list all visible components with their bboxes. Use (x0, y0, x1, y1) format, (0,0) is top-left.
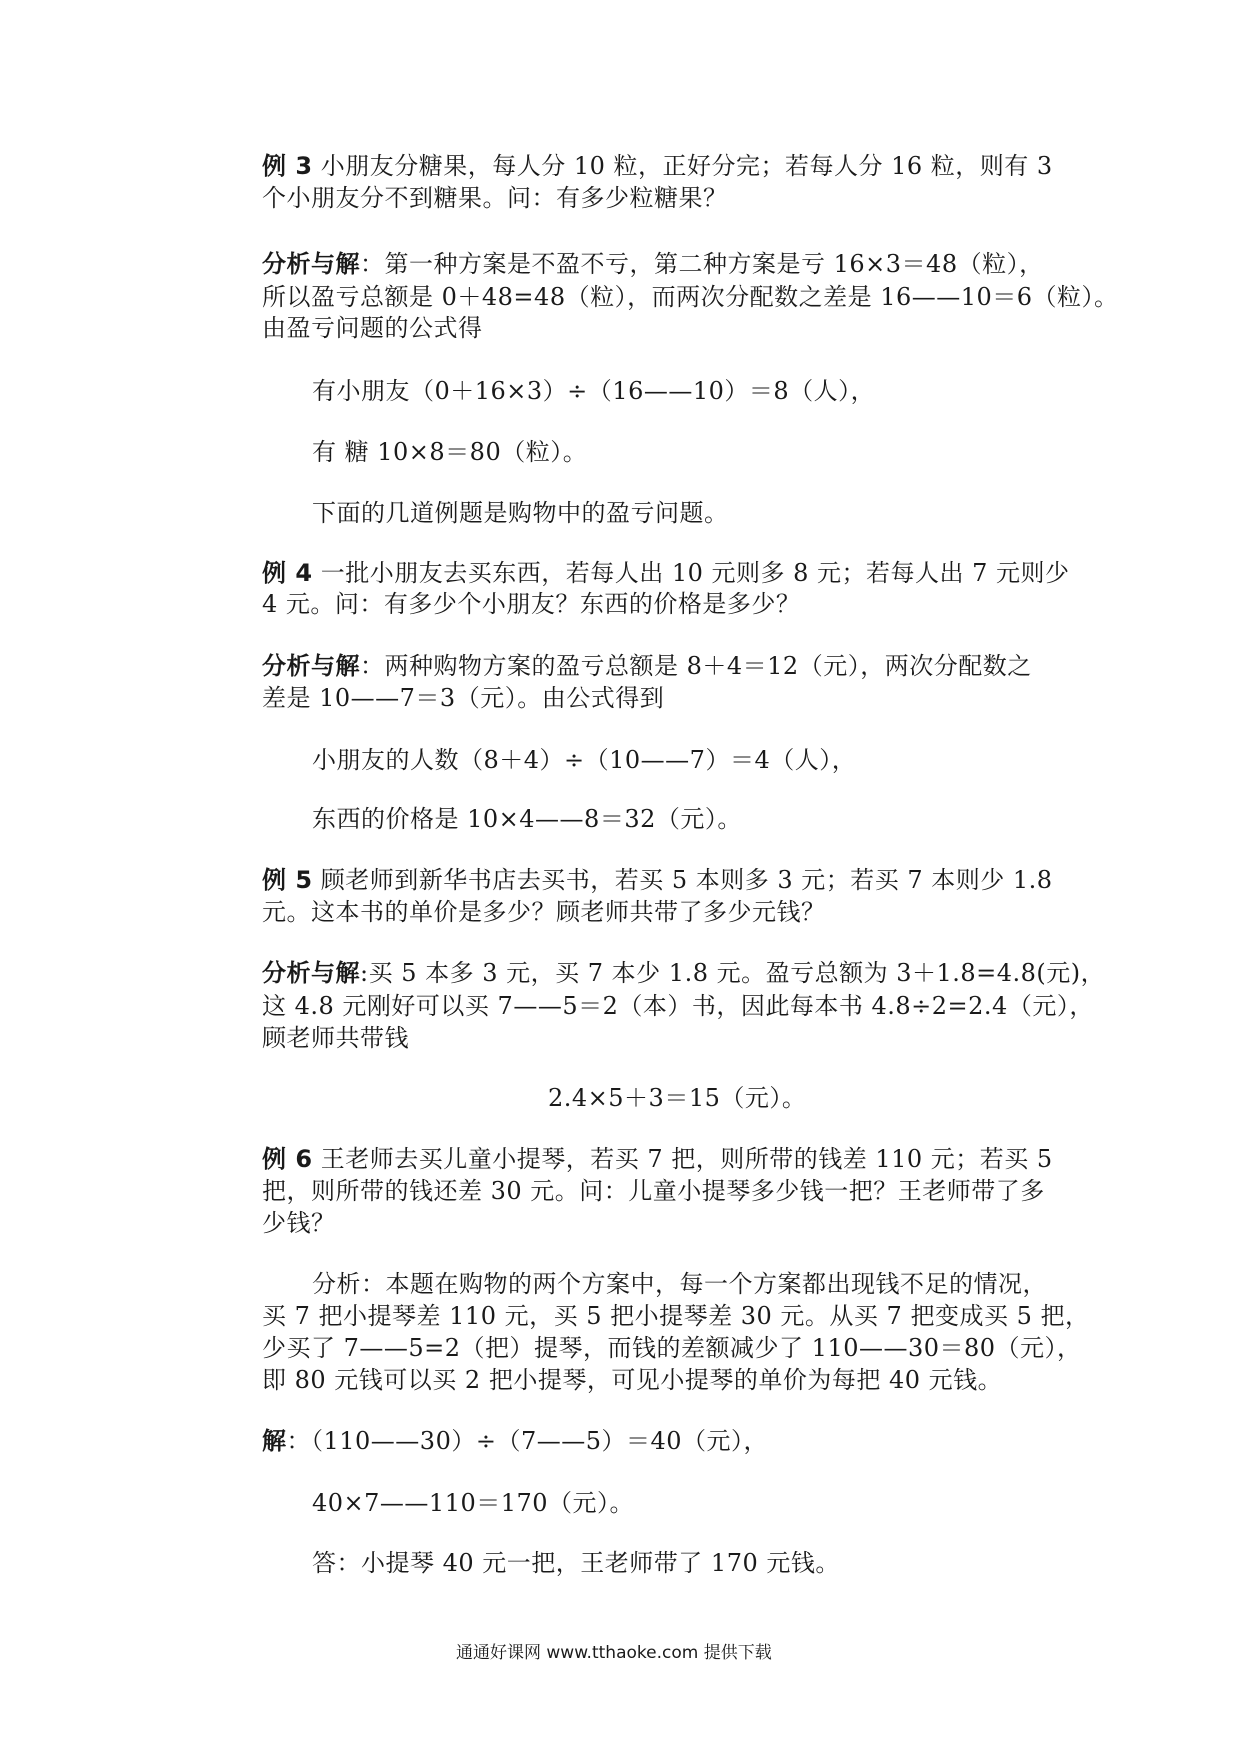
example-5-text-1: 顾老师到新华书店去买书，若买 5 本则多 3 元；若买 7 本则少 1.8 (320, 866, 1053, 894)
solution-6-answer: 答：小提琴 40 元一把，王老师带了 170 元钱。 (312, 1549, 840, 1577)
analysis-6-line-3: 少买了 7——5=2（把）提琴，而钱的差额减少了 110——30＝80（元）， (262, 1334, 1082, 1362)
solution-3-line-1 (262, 248, 1044, 280)
example-3-text-1: 小朋友分糖果，每人分 10 粒，正好分完；若每人分 16 粒，则有 3 (320, 152, 1053, 180)
solution-3-text-1: ：第一种方案是不盈不亏，第二种方案是亏 16×3＝48（粒）， (360, 250, 1044, 278)
example-3-label: 例 3 (262, 152, 313, 180)
example-5-line-1 (262, 864, 1053, 896)
analysis-6-line-4: 即 80 元钱可以买 2 把小提琴，可见小提琴的单价为每把 40 元钱。 (262, 1366, 1003, 1394)
solution-5-line-3: 顾老师共带钱 (262, 1024, 409, 1052)
example-3-line-1 (262, 150, 1053, 182)
solution-3-calc-1: 有小朋友（0＋16×3）÷（16——10）＝8（人）， (312, 377, 876, 405)
solution-5-label: 分析与解 (262, 959, 360, 987)
solution-6-calc-1: 40×7——110＝170（元）。 (312, 1489, 635, 1517)
solution-5-line-1 (262, 957, 1105, 989)
example-6-text-1: 王老师去买儿童小提琴，若买 7 把，则所带的钱差 110 元；若买 5 (320, 1145, 1053, 1173)
example-6-line-1 (262, 1143, 1053, 1175)
solution-4-line-2: 差是 10——7＝3（元）。由公式得到 (262, 684, 665, 712)
solution-4-text-1: ：两种购物方案的盈亏总额是 8＋4＝12（元），两次分配数之 (360, 652, 1032, 680)
solution-6-label: 解 (262, 1427, 287, 1455)
solution-3-calc-2: 有 糖 10×8＝80（粒）。 (312, 438, 588, 466)
example-5-line-2: 元。这本书的单价是多少？顾老师共带了多少元钱？ (262, 898, 826, 926)
example-4-line-2: 4 元。问：有多少个小朋友？东西的价格是多少？ (262, 590, 801, 618)
shopping-transition: 下面的几道例题是购物中的盈亏问题。 (312, 499, 729, 527)
solution-5-text-1: :买 5 本多 3 元，买 7 本少 1.8 元。盈亏总额为 3＋1.8=4.8(元)， (360, 959, 1106, 987)
example-4-text-1: 一批小朋友去买东西，若每人出 10 元则多 8 元；若每人出 7 元则少 (320, 559, 1070, 587)
footer-credit: 通通好课网 www.tthaoke.com 提供下载 (456, 1643, 772, 1663)
solution-4-label: 分析与解 (262, 652, 360, 680)
solution-5-line-2: 这 4.8 元刚好可以买 7——5＝2（本）书，因此每本书 4.8÷2=2.4（元）， (262, 992, 1094, 1020)
solution-4-line-1 (262, 650, 1032, 682)
solution-3-label: 分析与解 (262, 250, 360, 278)
example-3-line-2: 个小朋友分不到糖果。问：有多少粒糖果？ (262, 184, 728, 212)
solution-6-line-1 (262, 1425, 768, 1457)
example-4-label: 例 4 (262, 559, 313, 587)
example-6-line-2: 把，则所带的钱还差 30 元。问：儿童小提琴多少钱一把？王老师带了多 (262, 1177, 1045, 1205)
solution-6-text-1: ：（110——30）÷（7——5）＝40（元）， (286, 1427, 769, 1455)
solution-3-line-3: 由盈亏问题的公式得 (262, 314, 483, 342)
example-6-label: 例 6 (262, 1145, 313, 1173)
analysis-6-line-2: 买 7 把小提琴差 110 元，买 5 把小提琴差 30 元。从买 7 把变成买 5 把， (262, 1302, 1090, 1330)
solution-3-line-2: 所以盈亏总额是 0＋48=48（粒），而两次分配数之差是 16——10＝6（粒）。 (262, 283, 1119, 311)
solution-5-calc-1: 2.4×5＋3＝15（元）。 (548, 1084, 807, 1112)
example-4-line-1 (262, 557, 1070, 589)
analysis-6-line-1: 分析：本题在购物的两个方案中，每一个方案都出现钱不足的情况， (312, 1270, 1047, 1298)
example-5-label: 例 5 (262, 866, 313, 894)
example-6-line-3: 少钱？ (262, 1209, 336, 1237)
solution-4-calc-1: 小朋友的人数（8＋4）÷（10——7）＝4（人）， (312, 746, 857, 774)
solution-4-calc-2: 东西的价格是 10×4——8＝32（元）。 (312, 805, 742, 833)
